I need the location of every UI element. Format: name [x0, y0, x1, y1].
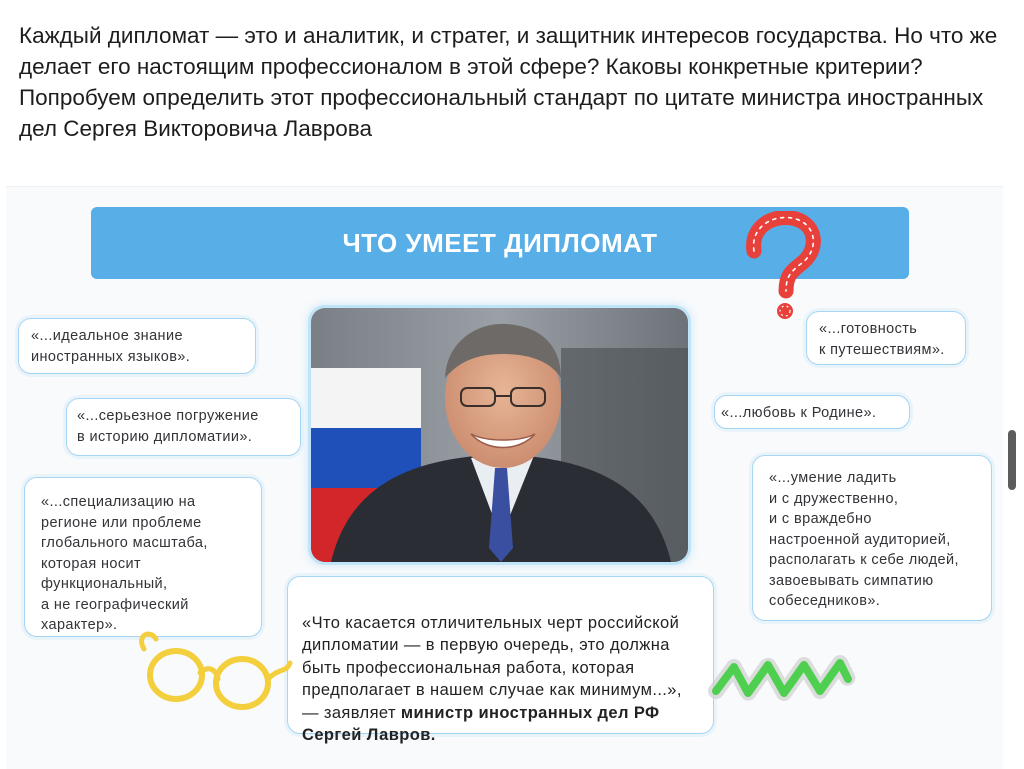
infographic-title: ЧТО УМЕЕТ ДИПЛОМАТ	[342, 227, 658, 258]
intro-paragraph	[19, 20, 1009, 144]
quote-bubble-homeland: «...любовь к Родине».	[714, 395, 910, 429]
glasses-doodle-icon	[134, 627, 294, 717]
main-quote-bubble	[287, 576, 714, 744]
portrait-image	[311, 308, 688, 562]
intro-text: Каждый дипломат — это и аналитик, и стратег, и защитник интересов государства. Но что же делает его настоящим профессионалом в этой сфере? Каковы конкретные критерии? Попробуем определить этот профессиональный стандарт по цитате министра иностранных дел Сергея Викторовича Лаврова	[19, 23, 998, 141]
infographic	[6, 186, 1003, 769]
portrait-photo	[311, 308, 688, 562]
quote-bubble-travel: «...готовность к путешествиям».	[806, 311, 966, 365]
main-quote-author: министр иностранных дел РФ Сергей Лавров.	[302, 703, 660, 744]
main-quote-text: «Что касается отличительных черт российской дипломатии — в первую очередь, это должна быть профессиональная работа, которая предполагает в нашем случае как минимум...», — заявляет	[302, 613, 682, 722]
quote-bubble-languages: «...идеальное знание иностранных языков».	[18, 318, 256, 374]
quote-bubble-specialization: «...специализацию на регионе или проблеме глобального масштаба, которая носит функциональный, а не географический характер».	[24, 477, 262, 637]
scrollbar-thumb[interactable]	[1008, 430, 1016, 490]
quote-bubble-audience: «...умение ладить и с дружественно, и с враждебно настроенной аудиторией, располагать к себе людей, завоевывать симпатию собеседников».	[752, 455, 992, 621]
quote-bubble-history: «...серьезное погружение в историю дипломатии».	[66, 398, 301, 456]
zigzag-doodle-icon	[708, 645, 856, 715]
question-mark-icon	[742, 211, 824, 323]
